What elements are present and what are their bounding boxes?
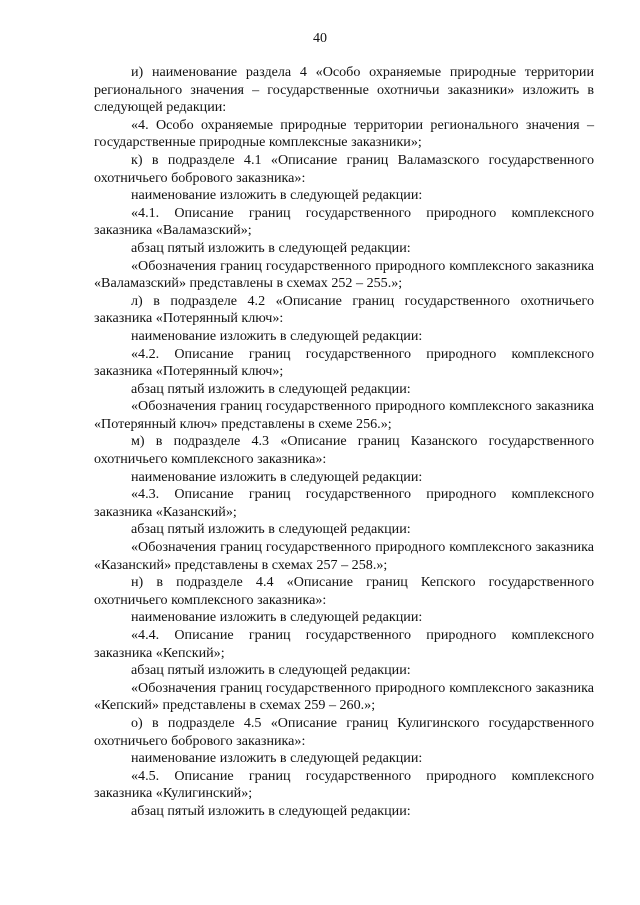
paragraph-amend-subsection-4-1: к) в подразделе 4.1 «Описание границ Валамазского государственного охотничьего бобрового заказника»: (94, 151, 594, 186)
paragraph-amend-subsection-4-3: м) в подразделе 4.3 «Описание границ Казанского государственного охотничьего комплексного заказника»: (94, 433, 594, 468)
paragraph-instruction: наименование изложить в следующей редакции: (131, 468, 423, 485)
document-body (94, 64, 594, 821)
paragraph-instruction: абзац пятый изложить в следующей редакции: (131, 662, 411, 679)
paragraph-subsection-4-4-new-title: «4.4. Описание границ государственного природного комплексного заказника «Кепский»; (94, 627, 594, 661)
paragraph-subsection-4-3-schemes: «Обозначения границ государственного природного комплексного заказника «Казанский» представлены в схемах 257 – 258.»; (94, 539, 594, 573)
paragraph-instruction: абзац пятый изложить в следующей редакции: (131, 802, 411, 819)
paragraph-instruction: наименование изложить в следующей редакции: (131, 187, 423, 204)
paragraph-instruction: наименование изложить в следующей редакции: (131, 750, 423, 767)
paragraph-subsection-4-4-schemes: «Обозначения границ государственного природного комплексного заказника «Кепский» представлены в схемах 259 – 260.»; (94, 679, 594, 714)
paragraph-instruction: абзац пятый изложить в следующей редакции: (131, 380, 411, 397)
paragraph-subsection-4-2-schemes: «Обозначения границ государственного природного комплексного заказника «Потерянный ключ» представлены в схеме 256.»; (94, 398, 594, 432)
paragraph-subsection-4-5-new-title: «4.5. Описание границ государственного природного комплексного заказника «Кулигинский»; (94, 767, 594, 802)
paragraph-amend-subsection-4-5: о) в подразделе 4.5 «Описание границ Кулигинского государственного охотничьего бобрового заказника»: (94, 714, 594, 749)
paragraph-subsection-4-2-new-title: «4.2. Описание границ государственного природного комплексного заказника «Потерянный ключ»; (94, 345, 594, 380)
paragraph-amend-section-4-title: и) наименование раздела 4 «Особо охраняемые природные территории регионального значения – государственные охотничьи заказники» изложить в следующей редакции: (94, 64, 594, 116)
paragraph-amend-subsection-4-4: н) в подразделе 4.4 «Описание границ Кепского государственного охотничьего комплексного заказника»: (94, 574, 594, 608)
paragraph-instruction: абзац пятый изложить в следующей редакции: (131, 239, 411, 256)
paragraph-instruction: абзац пятый изложить в следующей редакции: (131, 521, 411, 538)
page-number: 40 (313, 31, 327, 46)
paragraph-subsection-4-1-new-title: «4.1. Описание границ государственного природного комплексного заказника «Валамазский»; (94, 204, 594, 239)
paragraph-subsection-4-1-schemes: «Обозначения границ государственного природного комплексного заказника «Валамазский» представлены в схемах 252 – 255.»; (94, 257, 594, 292)
paragraph-subsection-4-3-new-title: «4.3. Описание границ государственного природного комплексного заказника «Казанский»; (94, 486, 594, 520)
paragraph-amend-subsection-4-2: л) в подразделе 4.2 «Описание границ государственного охотничьего заказника «Потерянный ключ»: (94, 292, 594, 327)
paragraph-section-4-new-title: «4. Особо охраняемые природные территории регионального значения – государственные природные комплексные заказники»; (94, 116, 594, 151)
paragraph-instruction: наименование изложить в следующей редакции: (131, 327, 423, 344)
paragraph-instruction: наименование изложить в следующей редакции: (131, 609, 423, 626)
